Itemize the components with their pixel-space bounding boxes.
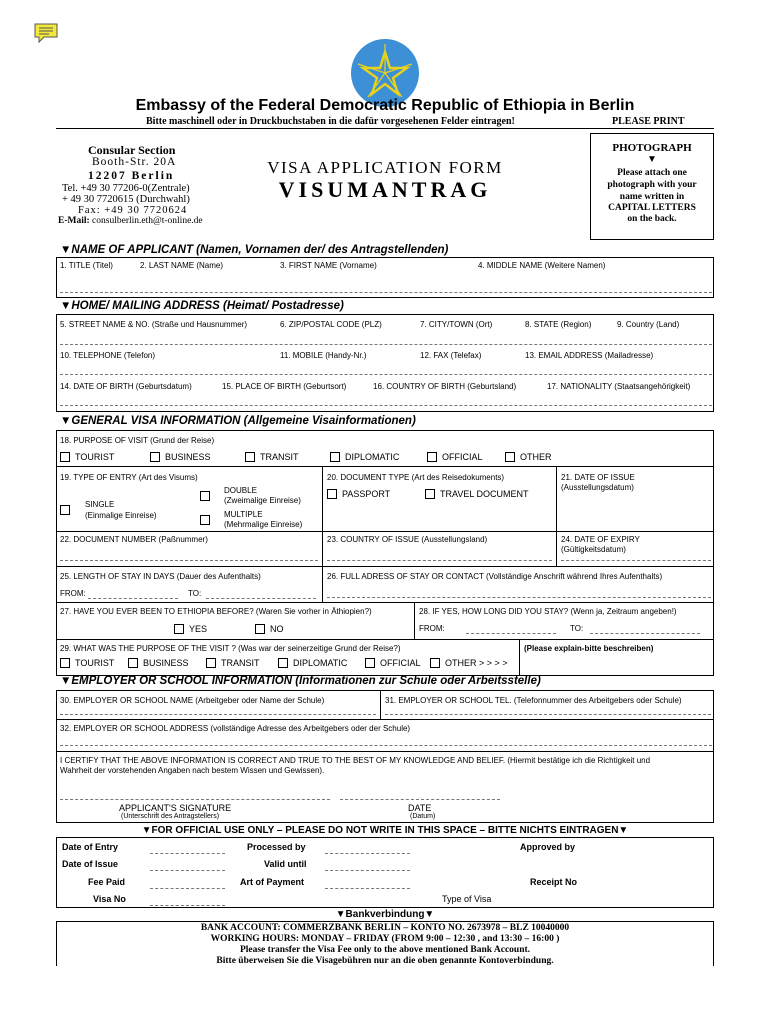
purpose-business-label: BUSINESS — [165, 452, 211, 462]
address-input-3[interactable] — [60, 405, 712, 406]
consular-email — [58, 216, 203, 226]
doc-number-label: 22. DOCUMENT NUMBER (Paßnummer) — [60, 535, 208, 544]
from-input[interactable] — [88, 598, 178, 599]
purpose-diplomatic-checkbox[interactable] — [330, 452, 340, 462]
photo-arrow: ▼ — [647, 154, 657, 165]
to-label: TO: — [188, 589, 202, 598]
valid-until-input[interactable] — [325, 870, 410, 871]
section-general-heading: ▼GENERAL VISA INFORMATION (Allgemeine Visainformationen) — [60, 415, 416, 427]
last-diplomatic-checkbox[interactable] — [278, 658, 288, 668]
telephone-label: 10. TELEPHONE (Telefon) — [60, 351, 156, 360]
consular-tel1: Tel. +49 30 77206-0(Zentrale) — [62, 183, 190, 194]
consular-fax: Fax: +49 30 7720624 — [78, 205, 188, 216]
last-purpose-label: 29. WHAT WAS THE PURPOSE OF THE VISIT ? (Was war der seinerzeitige Grund der Reise?) — [60, 644, 401, 653]
bank-hours: WORKING HOURS: MONDAY – FRIDAY (FROM 9:00 – 12:30 , and 13:30 – 16:00 ) — [210, 934, 560, 944]
employer-tel-input[interactable] — [385, 714, 711, 715]
entry-single-de: (Einmalige Einreise) — [85, 511, 157, 520]
last-diplomatic-label: DIPLOMATIC — [293, 658, 348, 668]
header-rule — [56, 128, 714, 129]
general-vdiv-2 — [556, 466, 557, 566]
last-tourist-checkbox[interactable] — [60, 658, 70, 668]
last-official-label: OFFICIAL — [380, 658, 421, 668]
fax-label: 12. FAX (Telefax) — [420, 351, 482, 360]
entry-single-checkbox[interactable] — [60, 505, 70, 515]
art-payment-label: Art of Payment — [240, 877, 305, 887]
been-yes-checkbox[interactable] — [174, 624, 184, 634]
title-label: 1. TITLE (Titel) — [60, 261, 113, 270]
doc-type-label: 20. DOCUMENT TYPE (Art des Reisedokuments) — [327, 473, 505, 482]
consular-tel2: + 49 30 7720615 (Durchwahl) — [62, 194, 190, 205]
employer-tel-label: 31. EMPLOYER OR SCHOOL TEL. (Telefonnummer des Arbeitgebers oder Schule) — [385, 696, 682, 705]
to2-label: TO: — [570, 624, 584, 633]
general-vdiv-3 — [322, 566, 323, 602]
certify-line-1: I CERTIFY THAT THE ABOVE INFORMATION IS CORRECT AND TRUE TO THE BEST OF MY KNOWLEDGE AND BELIEF. (Hiermit bestätige ich die Richtigkeit und — [60, 756, 651, 765]
employer-address-input[interactable] — [60, 745, 712, 746]
fee-paid-label: Fee Paid — [88, 877, 126, 887]
last-official-checkbox[interactable] — [365, 658, 375, 668]
certify-line-2: Wahrheit der vorstehenden Angaben nach bestem Wissen und Gewissen). — [60, 766, 325, 775]
bank-transfer-en: Please transfer the Visa Fee only to the above mentioned Bank Account. — [239, 945, 531, 955]
employer-divider-2 — [56, 751, 714, 752]
how-long-label: 28. IF YES, HOW LONG DID YOU STAY? (Wenn ja, Zeitraum angeben!) — [419, 607, 677, 616]
date-label: DATE — [408, 803, 432, 813]
purpose-official-label: OFFICIAL — [442, 452, 483, 462]
expiry-label: 24. DATE OF EXPIRY — [561, 535, 640, 544]
doc-number-input[interactable] — [60, 560, 318, 561]
receipt-no-label: Receipt No — [530, 877, 578, 887]
country-label: 9. Country (Land) — [617, 320, 680, 329]
general-vdiv-1 — [322, 466, 323, 566]
email-label: E-Mail: — [58, 216, 90, 226]
country-issue-label: 23. COUNTRY OF ISSUE (Ausstellungsland) — [327, 535, 488, 544]
zip-label: 6. ZIP/POSTAL CODE (PLZ) — [280, 320, 382, 329]
bank-account: BANK ACCOUNT: COMMERZBANK BERLIN – KONTO NO. 2673978 – BLZ 10040000 — [200, 923, 570, 933]
general-divider-4 — [56, 602, 714, 603]
entry-double-label: DOUBLE — [224, 486, 257, 495]
expiry-input[interactable] — [561, 560, 711, 561]
purpose-diplomatic-label: DIPLOMATIC — [345, 452, 400, 462]
purpose-business-checkbox[interactable] — [150, 452, 160, 462]
address-stay-input[interactable] — [327, 597, 711, 598]
embassy-title: Embassy of the Federal Democratic Republic of Ethiopia in Berlin — [135, 97, 635, 114]
purpose-other-checkbox[interactable] — [505, 452, 515, 462]
visa-no-input[interactable] — [150, 905, 225, 906]
date-de: (Datum) — [410, 813, 436, 820]
purpose-transit-checkbox[interactable] — [245, 452, 255, 462]
from2-label: FROM: — [419, 624, 445, 633]
photo-text1: Please attach one — [617, 168, 687, 178]
length-stay-label: 25. LENGTH OF STAY IN DAYS (Dauer des Aufenthalts) — [60, 572, 261, 581]
date-entry-input[interactable] — [150, 853, 225, 854]
comment-icon[interactable] — [33, 22, 59, 44]
been-no-checkbox[interactable] — [255, 624, 265, 634]
general-divider-5 — [56, 639, 714, 640]
form-title-english: VISA APPLICATION FORM — [267, 158, 503, 177]
cob-label: 16. COUNTRY OF BIRTH (Geburtsland) — [373, 382, 517, 391]
last-transit-checkbox[interactable] — [206, 658, 216, 668]
processed-by-label: Processed by — [247, 842, 306, 852]
signature-input[interactable] — [60, 799, 330, 800]
address-input-1[interactable] — [60, 344, 712, 345]
signature-de: (Unterschrift des Antragstellers) — [121, 813, 220, 820]
last-other-label: OTHER > > > > — [445, 658, 508, 668]
middle-name-label: 4. MIDDLE NAME (Weitere Namen) — [478, 261, 606, 270]
official-box — [56, 837, 714, 908]
to2-input[interactable] — [590, 633, 700, 634]
doc-passport-label: PASSPORT — [342, 489, 391, 499]
issue-de: (Ausstellungsdatum) — [561, 483, 634, 492]
last-name-label: 2. LAST NAME (Name) — [140, 261, 223, 270]
city-label: 7. CITY/TOWN (Ort) — [420, 320, 493, 329]
entry-multiple-label: MULTIPLE — [224, 510, 263, 519]
doc-passport-checkbox[interactable] — [327, 489, 337, 499]
photo-title: PHOTOGRAPH — [612, 142, 692, 154]
photo-text3: name written in — [619, 192, 685, 202]
form-title-german: VISUMANTRAG — [278, 177, 492, 202]
date-entry-label: Date of Entry — [62, 842, 119, 852]
doc-travel-label: TRAVEL DOCUMENT — [440, 489, 529, 499]
fee-paid-input[interactable] — [150, 888, 225, 889]
general-vdiv-5 — [519, 639, 520, 676]
approved-by-label: Approved by — [520, 842, 576, 852]
purpose-tourist-checkbox[interactable] — [60, 452, 70, 462]
section-official-heading: ▼FOR OFFICIAL USE ONLY – PLEASE DO NOT WRITE IN THIS SPACE – BITTE NICHTS EINTRAGEN▼ — [141, 825, 629, 836]
employer-vdiv — [380, 690, 381, 719]
address-input-2[interactable] — [60, 374, 712, 375]
bank-title: ▼Bankverbindung▼ — [335, 909, 435, 920]
entry-label: 19. TYPE OF ENTRY (Art des Visums) — [60, 473, 198, 482]
photo-text2: photograph with your — [607, 180, 697, 190]
street-label: 5. STREET NAME & NO. (Straße und Hausnummer) — [60, 320, 248, 329]
nationality-label: 17. NATIONALITY (Staatsangehörigkeit) — [547, 382, 691, 391]
section-name-heading: ▼NAME OF APPLICANT (Namen, Vornamen der/ des Antragstellenden) — [60, 244, 449, 256]
section-employer-heading: ▼EMPLOYER OR SCHOOL INFORMATION (Informationen zur Schule oder Arbeitsstelle) — [60, 675, 541, 687]
expiry-de: (Gültigkeitsdatum) — [561, 545, 626, 554]
last-business-label: BUSINESS — [143, 658, 189, 668]
email-field-label: 13. EMAIL ADDRESS (Mailadresse) — [525, 351, 654, 360]
date-issue-label: Date of Issue — [62, 859, 119, 869]
purpose-transit-label: TRANSIT — [260, 452, 299, 462]
section-address-heading: ▼HOME/ MAILING ADDRESS (Heimat/ Postadresse) — [60, 300, 344, 312]
pob-label: 15. PLACE OF BIRTH (Geburtsort) — [222, 382, 347, 391]
country-issue-input[interactable] — [327, 560, 552, 561]
mobile-label: 11. MOBILE (Handy-Nr.) — [280, 351, 367, 360]
processed-by-input[interactable] — [325, 853, 410, 854]
consular-street: Booth-Str. 20A — [92, 156, 177, 168]
last-tourist-label: TOURIST — [75, 658, 115, 668]
instruction-text: Bitte maschinell oder in Druckbuchstaben in die dafür vorgesehenen Felder eintragen! — [146, 116, 515, 127]
last-business-checkbox[interactable] — [128, 658, 138, 668]
type-visa-label: Type of Visa — [442, 894, 492, 904]
general-divider-1 — [56, 466, 714, 467]
entry-multiple-de: (Mehrmalige Einreise) — [224, 520, 303, 529]
explain-label: (Please explain-bitte beschreiben) — [524, 644, 654, 653]
purpose-official-checkbox[interactable] — [427, 452, 437, 462]
entry-single-label: SINGLE — [85, 500, 115, 509]
entry-double-checkbox[interactable] — [200, 491, 210, 501]
name-input[interactable] — [60, 292, 712, 293]
been-before-label: 27. HAVE YOU EVER BEEN TO ETHIOPIA BEFORE? (Waren Sie vorher in Äthiopien?) — [60, 607, 372, 616]
visa-no-label: Visa No — [93, 894, 126, 904]
to-input[interactable] — [206, 598, 316, 599]
date-input[interactable] — [340, 799, 500, 800]
entry-multiple-checkbox[interactable] — [200, 515, 210, 525]
art-payment-input[interactable] — [325, 888, 410, 889]
address-stay-label: 26. FULL ADRESS OF STAY OR CONTACT (Vollständige Anschrift während Ihres Aufenthalts) — [327, 572, 663, 581]
first-name-label: 3. FIRST NAME (Vorname) — [280, 261, 377, 270]
state-label: 8. STATE (Region) — [525, 320, 592, 329]
issue-label: 21. DATE OF ISSUE — [561, 473, 635, 482]
bank-transfer-de: Bitte überweisen Sie die Visagebühren nur an die oben genannte Kontoverbindung. — [216, 956, 554, 966]
been-no-label: NO — [270, 624, 284, 634]
doc-travel-checkbox[interactable] — [425, 489, 435, 499]
last-transit-label: TRANSIT — [221, 658, 260, 668]
valid-until-label: Valid until — [264, 859, 307, 869]
employer-name-input[interactable] — [60, 714, 376, 715]
consular-title: Consular Section — [88, 143, 176, 157]
general-vdiv-4 — [414, 602, 415, 639]
employer-address-label: 32. EMPLOYER OR SCHOOL ADDRESS (vollständige Adresse des Arbeitgebers oder der Schule) — [60, 724, 411, 733]
employer-divider-1 — [56, 719, 714, 720]
general-divider-3 — [56, 566, 714, 567]
from2-input[interactable] — [466, 633, 556, 634]
purpose-tourist-label: TOURIST — [75, 452, 115, 462]
photo-text4: CAPITAL LETTERS — [608, 203, 696, 213]
photo-text5: on the back. — [627, 214, 677, 224]
general-divider-2 — [56, 531, 714, 532]
consular-city: 12207 Berlin — [88, 170, 175, 182]
employer-name-label: 30. EMPLOYER OR SCHOOL NAME (Arbeitgeber oder Name der Schule) — [60, 696, 325, 705]
dob-label: 14. DATE OF BIRTH (Geburtsdatum) — [60, 382, 192, 391]
email-value: consulberlin.eth@t-online.de — [92, 216, 203, 226]
signature-label: APPLICANT'S SIGNATURE — [119, 803, 232, 813]
been-yes-label: YES — [189, 624, 208, 634]
from-label: FROM: — [60, 589, 86, 598]
purpose-other-label: OTHER — [520, 452, 552, 462]
entry-double-de: (Zweimalige Einreise) — [224, 496, 301, 505]
last-other-checkbox[interactable] — [430, 658, 440, 668]
purpose-label: 18. PURPOSE OF VISIT (Grund der Reise) — [60, 436, 215, 445]
please-print: PLEASE PRINT — [612, 116, 685, 127]
date-issue-input[interactable] — [150, 870, 225, 871]
